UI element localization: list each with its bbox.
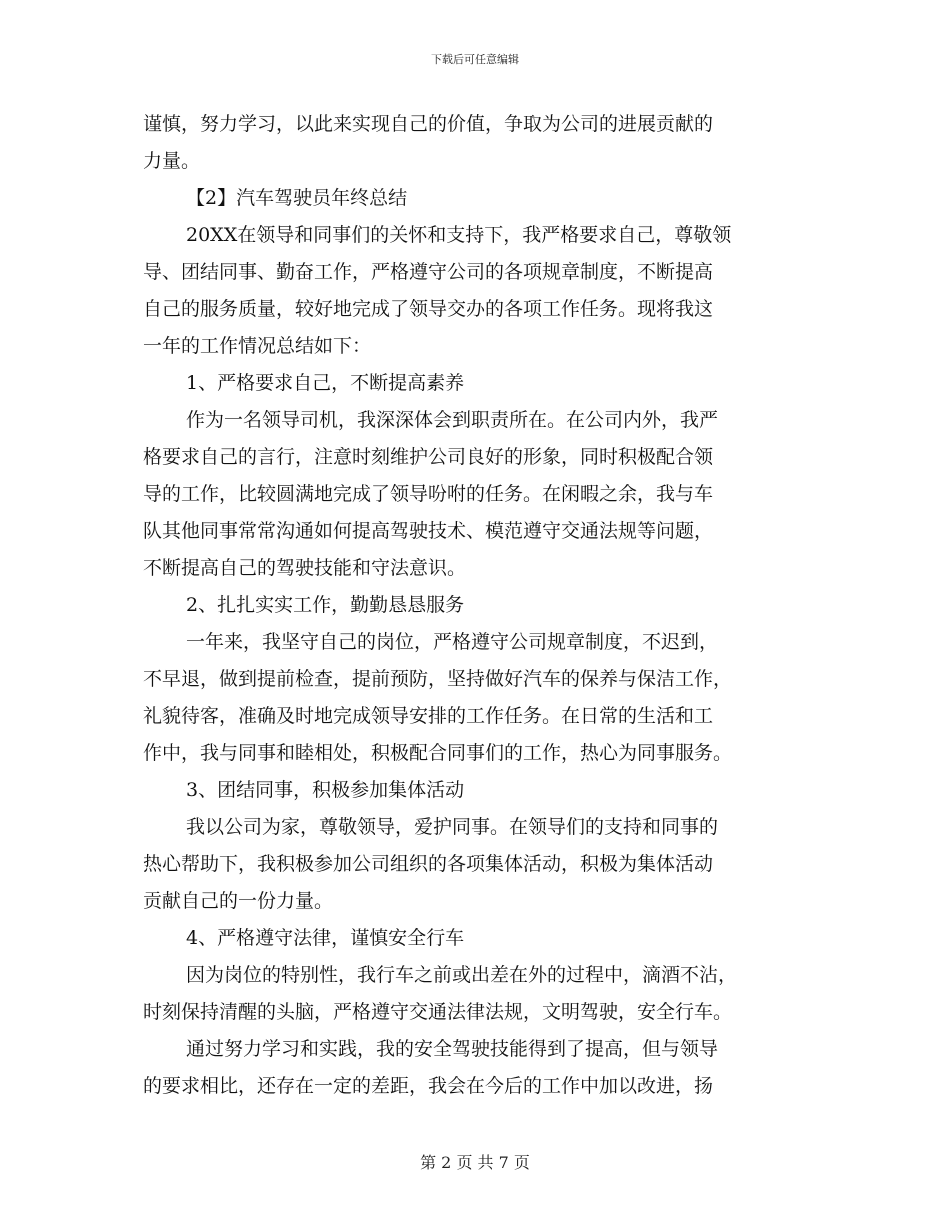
paragraph-first-line: 4、严格遵守法律，谨慎安全行车 <box>186 927 465 949</box>
paragraph-first-line: 作为一名领导司机，我深深体会到职责所在。在公司内外，我严 <box>186 409 719 431</box>
paragraph-first-line: 因为岗位的特别性，我行车之前或出差在外的过程中，滴酒不沾， <box>186 964 738 986</box>
paragraph-first-line: 3、团结同事，积极参加集体活动 <box>186 779 465 801</box>
paragraph-line: 作中，我与同事和睦相处，积极配合同事们的工作，热心为同事服务。 <box>143 742 733 764</box>
page-footer: 第 2 页 共 7 页 <box>420 1153 530 1172</box>
paragraph-line: 一年的工作情况总结如下： <box>143 335 372 357</box>
paragraph-line: 不早退，做到提前检查，提前预防，坚持做好汽车的保养与保洁工作， <box>143 668 733 690</box>
paragraph-line: 礼貌待客，准确及时地完成领导安排的工作任务。在日常的生活和工 <box>143 705 714 727</box>
paragraph-line: 的要求相比，还存在一定的差距，我会在今后的工作中加以改进，扬 <box>143 1075 714 1097</box>
paragraph-first-line: 20XX在领导和同事们的关怀和支持下，我严格要求自己，尊敬领 <box>186 224 732 246</box>
page-header: 下载后可任意编辑 <box>431 53 519 66</box>
paragraph-line: 队其他同事常常沟通如何提高驾驶技术、模范遵守交通法规等问题， <box>143 520 714 542</box>
paragraph-first-line: 我以公司为家，尊敬领导，爱护同事。在领导们的支持和同事的 <box>186 816 719 838</box>
paragraph-first-line: 2、扎扎实实工作，勤勤恳恳服务 <box>186 594 465 616</box>
paragraph-line: 时刻保持清醒的头脑，严格遵守交通法律法规，文明驾驶，安全行车。 <box>143 1001 733 1023</box>
paragraph-line: 导的工作，比较圆满地完成了领导吩咐的任务。在闲暇之余，我与车 <box>143 483 714 505</box>
paragraph-line: 不断提高自己的驾驶技能和守法意识。 <box>143 557 467 579</box>
paragraph-line: 力量。 <box>143 150 201 172</box>
paragraph-line: 自己的服务质量，较好地完成了领导交办的各项工作任务。现将我这 <box>143 298 714 320</box>
paragraph-first-line: 1、严格要求自己，不断提高素养 <box>186 372 465 394</box>
paragraph-line: 热心帮助下，我积极参加公司组织的各项集体活动，积极为集体活动 <box>143 853 714 875</box>
paragraph-first-line: 【2】汽车驾驶员年终总结 <box>186 187 408 209</box>
paragraph-first-line: 通过努力学习和实践，我的安全驾驶技能得到了提高，但与领导 <box>186 1038 719 1060</box>
paragraph-line: 谨慎，努力学习，以此来实现自己的价值，争取为公司的进展贡献的 <box>143 113 714 135</box>
paragraph-first-line: 一年来，我坚守自己的岗位，严格遵守公司规章制度，不迟到， <box>186 631 719 653</box>
paragraph-line: 贡献自己的一份力量。 <box>143 890 334 912</box>
document-body <box>143 106 808 1105</box>
paragraph-line: 格要求自己的言行，注意时刻维护公司良好的形象，同时积极配合领 <box>143 446 714 468</box>
paragraph-line: 导、团结同事、勤奋工作，严格遵守公司的各项规章制度，不断提高 <box>143 261 714 283</box>
